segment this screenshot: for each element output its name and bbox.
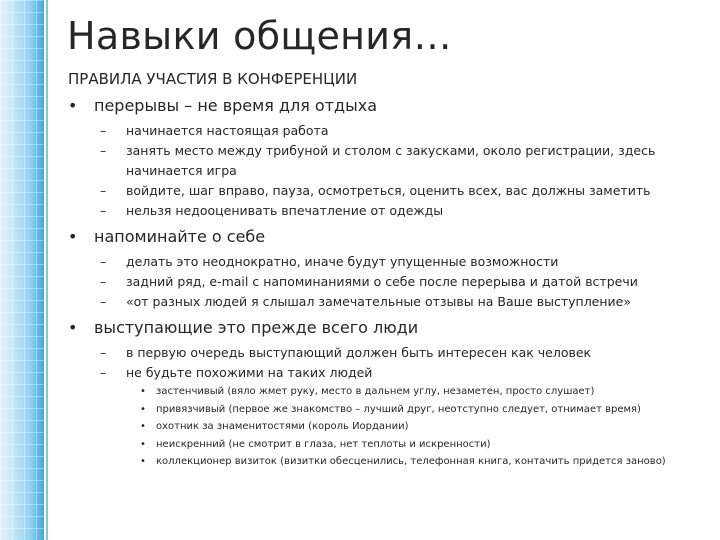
sub-sub-item: • охотник за знаменитостями (король Иордании) [140,421,409,432]
bullet-text: перерывы – не время для отдыха [94,96,378,115]
sub-item: – войдите, шаг вправо, пауза, осмотреться, оценить всех, вас должны заметить [100,183,651,198]
sub-sub-item: • коллекционер визиток (визитки обесценились, телефонная книга, контачить придется заново) [140,456,666,467]
sub-item: – «от разных людей я слышал замечательные отзывы на Ваше выступление» [100,294,632,309]
bullet-item: • перерывы – не время для отдыха [68,96,378,115]
bullet-item: • напоминайте о себе [68,227,266,246]
sub-sub-item: • неискренний (не смотрит в глаза, нет теплоты и искренности) [140,438,491,450]
slide-content [68,70,708,471]
decorative-side-line [46,0,48,540]
sub-item: – не будьте похожими на таких людей [100,365,373,380]
bullet-text: напоминайте о себе [94,227,266,246]
sub-item: – делать это неоднократно, иначе будут упущенные возможности [100,254,559,269]
sub-item: – занять место между трибуной и столом с закусками, около регистрации, здесь начинается игра [100,143,656,178]
bullet-text: выступающие это прежде всего люди [94,318,419,337]
slide-title: Навыки общения… [67,14,452,58]
sub-sub-item: • привязчивый (первое же знакомство – лучший друг, неотступно следует, отнимает время) [140,403,641,415]
bullet-item: • выступающие это прежде всего люди [68,318,419,337]
section-heading: ПРАВИЛА УЧАСТИЯ В КОНФЕРЕНЦИИ [68,70,358,88]
sub-item: – в первую очередь выступающий должен быть интересен как человек [100,345,592,360]
sub-item: – начинается настоящая работа [100,123,329,138]
decorative-side-band [0,0,44,540]
sub-item: – нельзя недооценивать впечатление от одежды [100,203,444,218]
sub-item: – задний ряд, e-mail с напоминаниями о себе после перерыва и датой встречи [100,274,638,289]
sub-sub-item: • застенчивый (вяло жмет руку, место в дальнем углу, незаметен, просто слушает) [140,386,595,397]
